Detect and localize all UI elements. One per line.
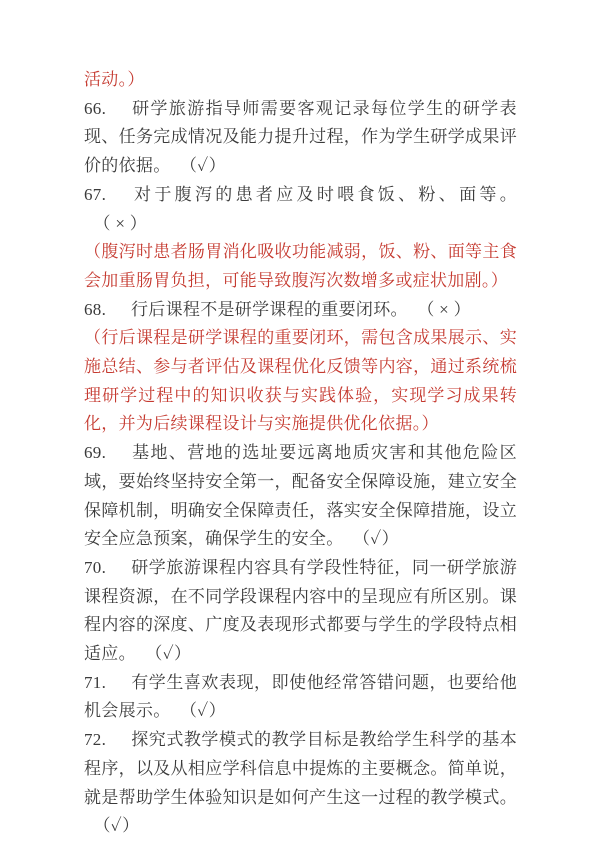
- question-number: 66.: [84, 98, 107, 118]
- answer-mark: （ × ）: [425, 299, 471, 319]
- answer-mark: （✓）: [153, 644, 192, 664]
- question-item-69: [84, 439, 517, 554]
- answer-explanation-68: （行后课程是研学课程的重要闭环，需包含成果展示、实施总结、参与者评估及课程优化反馈等内容，通过系统梳理研学过程中的知识收获与实践体验，实现学习成果转化，并为后续课程设计与实施提供优化依据。）: [84, 328, 517, 434]
- answer-mark: （✓）: [188, 156, 226, 176]
- question-number: 72.: [84, 730, 107, 750]
- question-number: 67.: [84, 184, 107, 204]
- question-text: 研学旅游指导师需要客观记录每位学生的研学表现、任务完成情况及能力提升过程，作为学生研学成果评价的依据。: [84, 98, 517, 176]
- question-number: 68.: [84, 299, 107, 319]
- question-item-72: [84, 726, 517, 841]
- question-text: 基地、营地的选址要远离地质灾害和其他危险区域，要始终坚持安全第一，配备安全保障设施，建立安全保障机制，明确安全保障责任，落实安全保障措施，设立安全应急预案，确保学生的安全。: [84, 443, 517, 549]
- question-item-68: [84, 296, 517, 325]
- answer-mark: （✓）: [188, 701, 226, 721]
- answer-mark: （✓）: [102, 816, 140, 836]
- question-text: 行后课程不是研学课程的重要闭环。: [131, 299, 408, 319]
- carryover-fragment: 活动。）: [84, 70, 145, 89]
- question-text: 研学旅游课程内容具有学段性特征，同一研学旅游课程资源，在不同学段课程内容中的呈现应有所区别。课程内容的深度、广度及表现形式都要与学生的学段特点相适应。: [84, 557, 517, 664]
- text-block: [84, 66, 517, 841]
- question-text: 有学生喜欢表现，即使他经常答错问题，也要给他机会展示。: [84, 672, 517, 721]
- question-number: 71.: [84, 672, 107, 692]
- answer-mark: （✓）: [361, 529, 399, 549]
- question-item-70: [84, 554, 517, 669]
- question-number: 70.: [84, 557, 107, 577]
- answer-explanation-67: （腹泻时患者肠胃消化吸收功能减弱，饭、粉、面等主食会加重肠胃负担，可能导致腹泻次数增多或症状加剧。）: [84, 242, 517, 290]
- question-text: 对于腹泻的患者应及时喂食饭、粉、面等。: [131, 184, 517, 204]
- question-text: 探究式教学模式的教学目标是教给学生科学的基本程序，以及从相应学科信息中提炼的主要概念。简单说，就是帮助学生体验知识是如何产生这一过程的教学模式。: [84, 730, 517, 807]
- question-item-66: [84, 95, 517, 181]
- question-item-67: [84, 181, 517, 238]
- answer-mark: （ × ）: [102, 213, 148, 233]
- question-item-71: [84, 669, 517, 726]
- question-number: 69.: [84, 443, 107, 463]
